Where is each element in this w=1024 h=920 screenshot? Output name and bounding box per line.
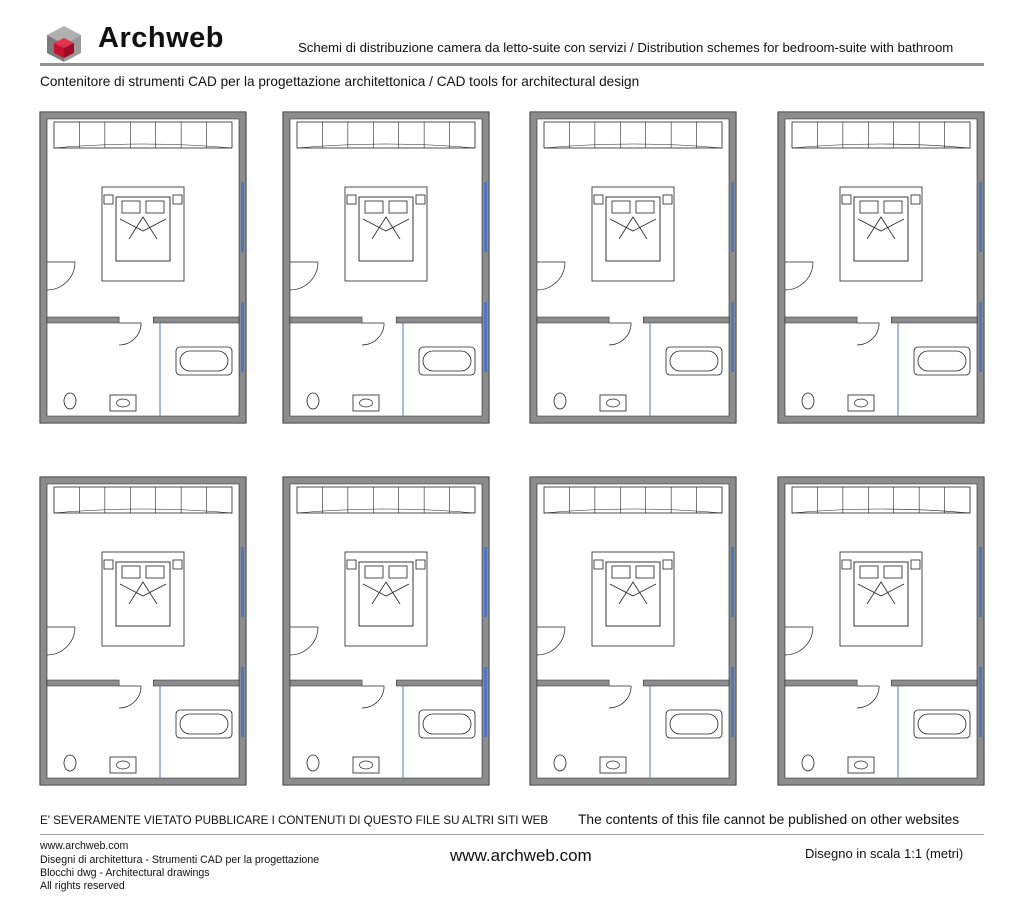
floor-plan-8	[778, 477, 984, 785]
floor-plan-3	[530, 112, 736, 423]
drawing-scale-label: Disegno in scala 1:1 (metri)	[805, 846, 964, 861]
floor-plan-6	[283, 477, 489, 785]
page-subtitle: Contenitore di strumenti CAD per la progettazione architettonica / CAD tools for architectural design	[40, 74, 640, 89]
floor-plan-7	[530, 477, 736, 785]
copyright-notice-english: The contents of this file cannot be published on other websites	[578, 812, 960, 827]
footer-line-drawings: Disegni di architettura - Strumenti CAD per la progettazione	[40, 854, 320, 866]
floor-plan-5	[40, 477, 246, 785]
logo-wordmark[interactable]: Archweb	[98, 22, 224, 54]
page-title: Schemi di distribuzione camera da letto-suite con servizi / Distribution schemes for bedroom-suite with bathroom	[298, 40, 954, 55]
footer-website-link[interactable]: www.archweb.com	[40, 840, 129, 852]
footer-url-link[interactable]: www.archweb.com	[450, 846, 592, 865]
floor-plan-1	[40, 112, 246, 423]
footer-divider	[40, 834, 984, 835]
footer-line-blocks: Blocchi dwg - Architectural drawings	[40, 867, 210, 879]
floor-plan-2	[283, 112, 489, 423]
floor-plan-4	[778, 112, 984, 423]
footer-line-rights: All rights reserved	[40, 880, 125, 892]
copyright-notice-italian: E' SEVERAMENTE VIETATO PUBBLICARE I CONTENUTI DI QUESTO FILE SU ALTRI SITI WEB	[40, 814, 549, 827]
